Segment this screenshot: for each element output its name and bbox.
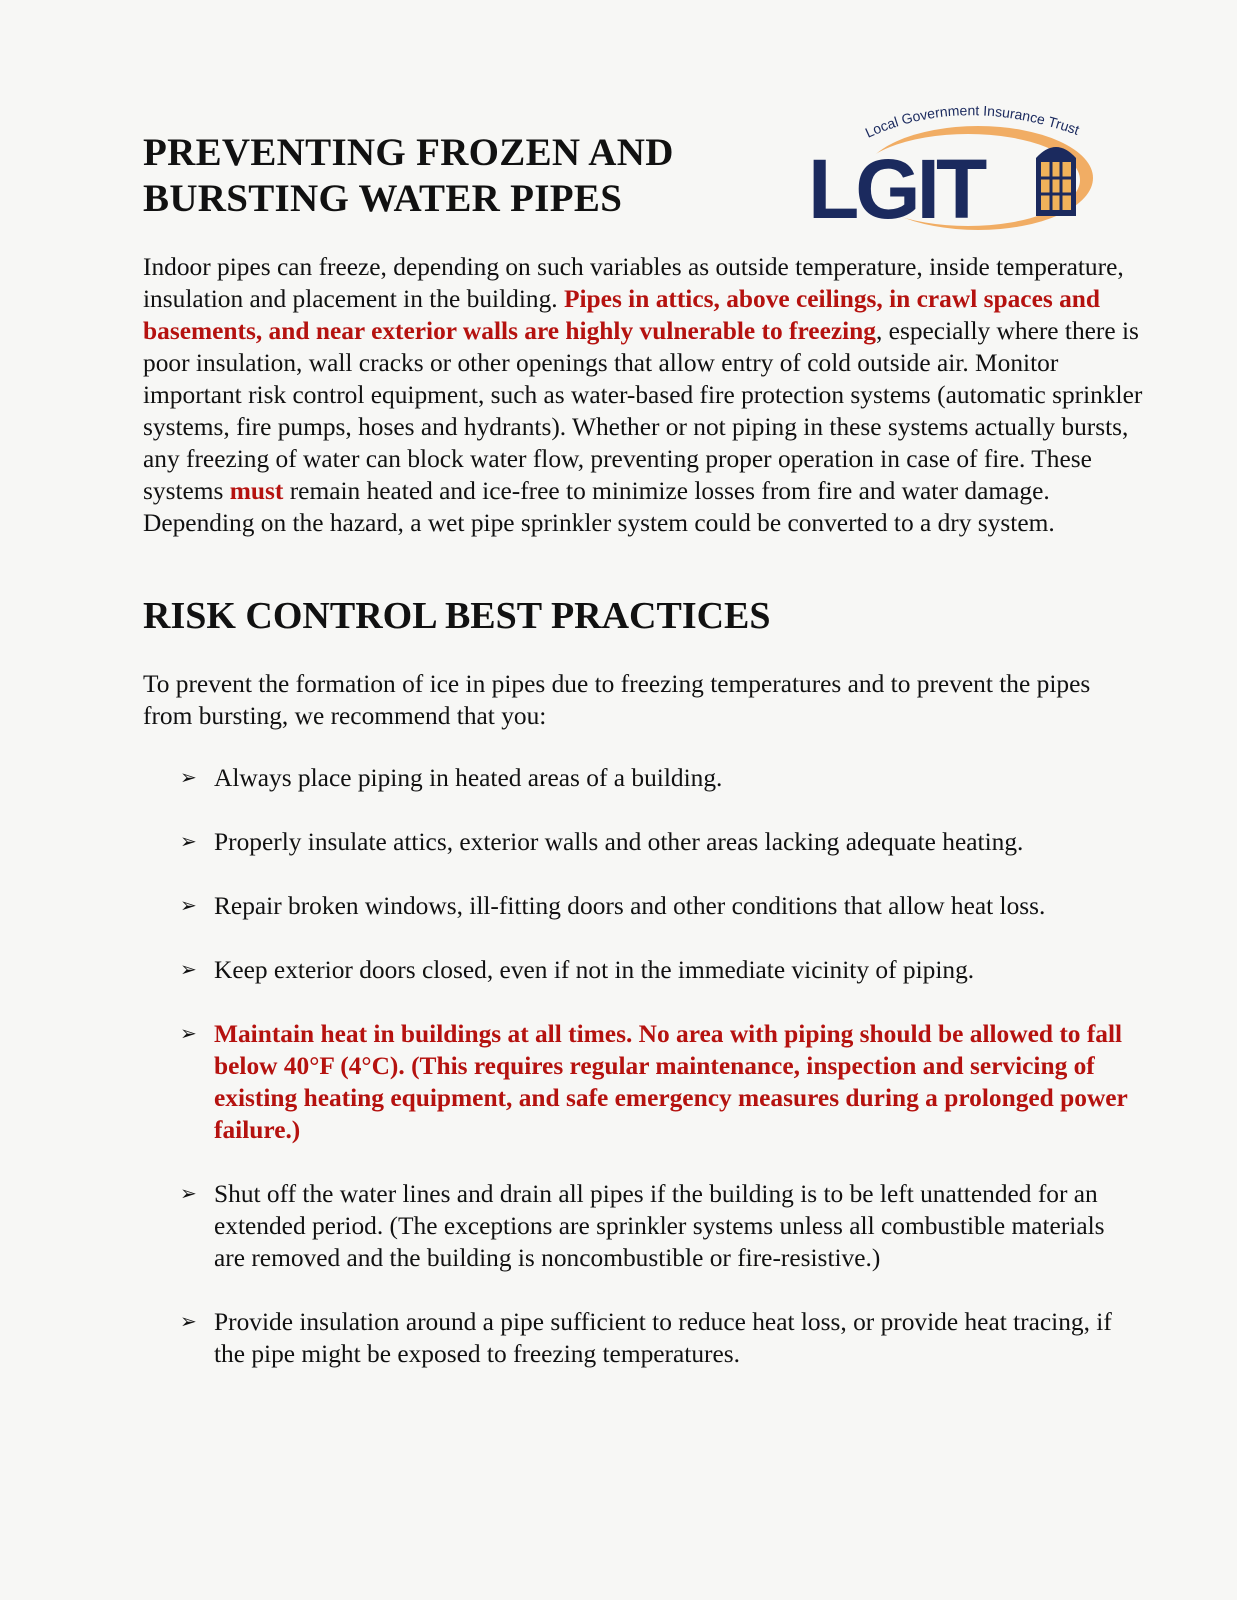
text: , especially where there is poor insulation, wall cracks or other openings that allow entry of cold outside air. Monitor important risk control equipment, such as water-based fire protection systems (automatic sprinkler systems, fire pumps, hoses and hydrants). Whether or not piping in these systems actually bursts, any freezing of water can block water flow, preventing proper operation in case of fire. These systems (143, 317, 1143, 505)
arrow-bullet-icon: ➢ (180, 767, 197, 789)
arrow-bullet-icon: ➢ (180, 959, 197, 981)
highlight: Pipes in attics, above ceilings, in crawl spaces and basements, and near exterior walls are highly vulnerable to freezing (143, 285, 1101, 345)
title-line: PREVENTING FROZEN AND (143, 131, 674, 174)
arrow-bullet-icon: ➢ (180, 895, 197, 917)
list-item (180, 1178, 1140, 1274)
arrow-bullet-icon: ➢ (180, 1183, 197, 1205)
list-item (180, 890, 1140, 922)
svg-text:Local Government Insurance Tru: Local Government Insurance Trust (862, 102, 1082, 141)
list-item (180, 1018, 1140, 1146)
text: Indoor pipes can freeze, depending on such variables as outside temperature, inside temperature, insulation and placement in the building. (143, 253, 1124, 313)
lgit-logo (808, 96, 1098, 236)
item-text: Keep exterior doors closed, even if not in the immediate vicinity of piping. (214, 956, 975, 984)
best-practices-list (180, 762, 1140, 1402)
title-line: BURSTING WATER PIPES (143, 177, 623, 220)
intro-paragraph (143, 251, 1143, 539)
text: remain heated and ice-free to minimize losses from fire and water damage. Depending on the hazard, a wet pipe sprinkler system could be converted to a dry system. (143, 477, 1055, 537)
arrow-bullet-icon: ➢ (180, 1311, 197, 1333)
list-item (180, 954, 1140, 986)
arrow-bullet-icon: ➢ (180, 831, 197, 853)
item-text: Provide insulation around a pipe sufficient to reduce heat loss, or provide heat tracing, if the pipe might be exposed to freezing temperatures. (214, 1308, 1112, 1368)
list-item (180, 826, 1140, 858)
item-text: Maintain heat in buildings at all times. No area with piping should be allowed to fall below 40°F (4°C). (This requires regular maintenance, inspection and servicing of existing heating equipment, and safe emergency measures during a prolonged power failure.) (214, 1020, 1128, 1144)
list-item (180, 762, 1140, 794)
highlight: must (229, 477, 284, 505)
lead-paragraph: To prevent the formation of ice in pipes due to freezing temperatures and to prevent the pipes from bursting, we recommend that you: (143, 670, 1091, 730)
item-text: Always place piping in heated areas of a building. (214, 764, 723, 792)
item-text: Repair broken windows, ill-fitting doors and other conditions that allow heat loss. (214, 892, 1046, 920)
window-icon (1036, 147, 1076, 216)
section-heading: RISK CONTROL BEST PRACTICES (143, 595, 771, 637)
page-title (143, 130, 674, 222)
item-text: Properly insulate attics, exterior walls and other areas lacking adequate heating. (214, 828, 1024, 856)
list-item (180, 1306, 1140, 1370)
arrow-bullet-icon: ➢ (180, 1023, 197, 1045)
item-text: Shut off the water lines and drain all pipes if the building is to be left unattended for an extended period. (The exceptions are sprinkler systems unless all combustible materials are removed and the building is noncombustible or fire-resistive.) (214, 1180, 1105, 1272)
svg-text:LGIT: LGIT (808, 142, 984, 236)
